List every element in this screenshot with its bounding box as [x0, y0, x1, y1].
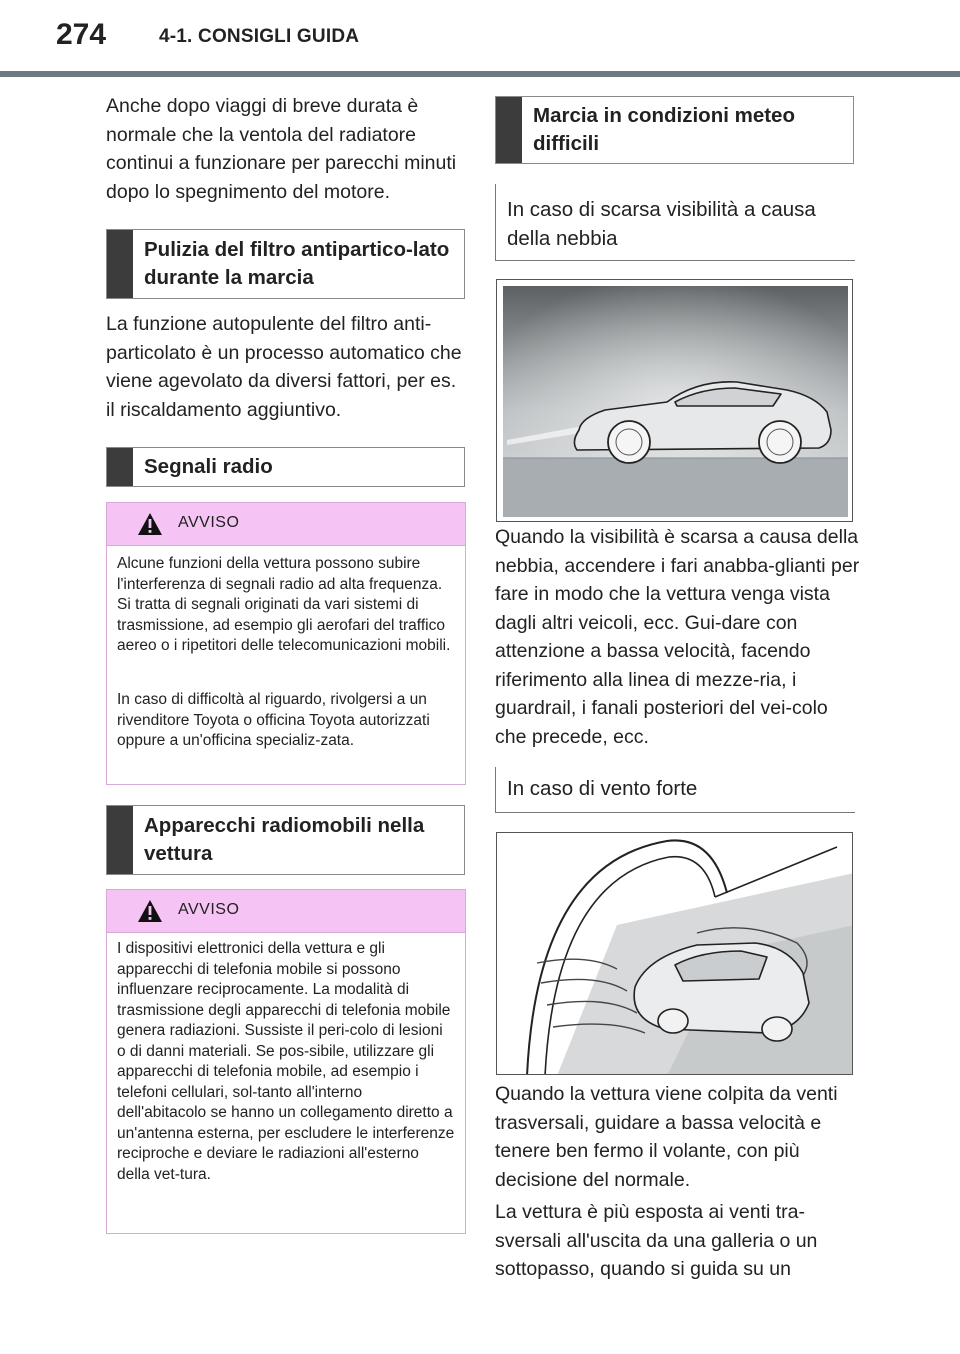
warning-box-mobile: [106, 889, 466, 1234]
heading-radio: [106, 447, 465, 487]
section-title: 4-1. CONSIGLI GUIDA: [159, 26, 360, 47]
heading-bar: [107, 230, 133, 298]
subheading-fog: [495, 184, 855, 261]
heading-bar: [496, 97, 522, 163]
warning-header: [107, 503, 465, 546]
warning-label: AVVISO: [178, 514, 240, 531]
intro-paragraph: Anche dopo viaggi di breve durata è normale che la ventola del radiatore continui a funzionare per parecchi minuti dopo lo spegnimento del motore.: [106, 95, 457, 203]
heading-bar: [107, 806, 133, 874]
wind-paragraph-1: Quando la vettura viene colpita da venti trasversali, guidare a bassa velocità e tenere ben fermo il volante, con più decisione del normale.: [495, 1083, 838, 1191]
page-number: 274: [56, 18, 107, 51]
header-rule: [0, 71, 960, 77]
subheading-fog-text: In caso di scarsa visibilità a causa della nebbia: [507, 198, 816, 250]
heading-radio-text: Segnali radio: [144, 455, 273, 478]
fog-illustration: [496, 279, 853, 522]
wind-car-image: [497, 833, 853, 1075]
warning-text: In caso di difficoltà al riguardo, rivolgersi a un rivenditore Toyota o officina Toyota autorizzati oppure a un'officina specializ-zata.: [117, 691, 430, 749]
heading-bar: [107, 448, 133, 486]
warning-box-radio: [106, 502, 466, 785]
filter-paragraph: La funzione autopulente del filtro anti-particolato è un processo automatico che viene agevolato da diversi fattori, per es. il riscaldamento aggiuntivo.: [106, 313, 462, 421]
subheading-wind-text: In caso di vento forte: [507, 777, 698, 800]
warning-text: I dispositivi elettronici della vettura e gli apparecchi di telefonia mobile si possono influenzare reciprocamente. La modalità di trasmissione degli apparecchi di telefonia mobile genera radiazioni. Sussiste il peri-colo di lesioni o di danni materiali. Se pos-sibile, utilizzare gli apparecchi di telefonia mobile, ad esempio i telefoni cellulari, sol-tanto all'interno dell'abitacolo se hanno un collegamento diretto a un'antenna esterna, per escludere le interferenze reciproche e deviare le radiazioni all'esterno della vet-tura.: [117, 940, 455, 1183]
wind-illustration: [496, 832, 853, 1075]
warning-triangle-icon: [137, 512, 163, 536]
subheading-wind: [495, 767, 855, 813]
warning-label: AVVISO: [178, 901, 240, 918]
heading-filter: [106, 229, 465, 299]
fog-paragraph: Quando la visibilità è scarsa a causa della nebbia, accendere i fari anabba-glianti per fare in modo che la vettura venga vista dagli altri veicoli, ecc. Gui-dare con attenzione a bassa velocità, facendo riferimento alla linea di mezze-ria, i guardrail, i fanali posteriori del vei-colo che precede, ecc.: [495, 526, 860, 748]
heading-mobile: [106, 805, 465, 875]
warning-triangle-icon: [137, 899, 163, 923]
page-header: [0, 0, 960, 80]
warning-header: [107, 890, 465, 933]
heading-weather-text: Marcia in condizioni meteo difficili: [533, 104, 795, 155]
heading-filter-text: Pulizia del filtro antipartico-lato durante la marcia: [144, 238, 450, 289]
fog-car-image: [497, 280, 853, 522]
heading-weather: [495, 96, 854, 164]
warning-text: Alcune funzioni della vettura possono subire l'interferenza di segnali radio ad alta frequenza. Si tratta di segnali originati da vari sistemi di trasmissione, ad esempio gli aerofari del traffico aereo o i ripetitori delle telecomunicazioni mobili.: [117, 555, 451, 654]
heading-mobile-text: Apparecchi radiomobili nella vettura: [144, 814, 425, 865]
wind-paragraph-2: La vettura è più esposta ai venti tra-sversali all'uscita da una galleria o un sottopasso, quando si guida su un: [495, 1201, 818, 1280]
